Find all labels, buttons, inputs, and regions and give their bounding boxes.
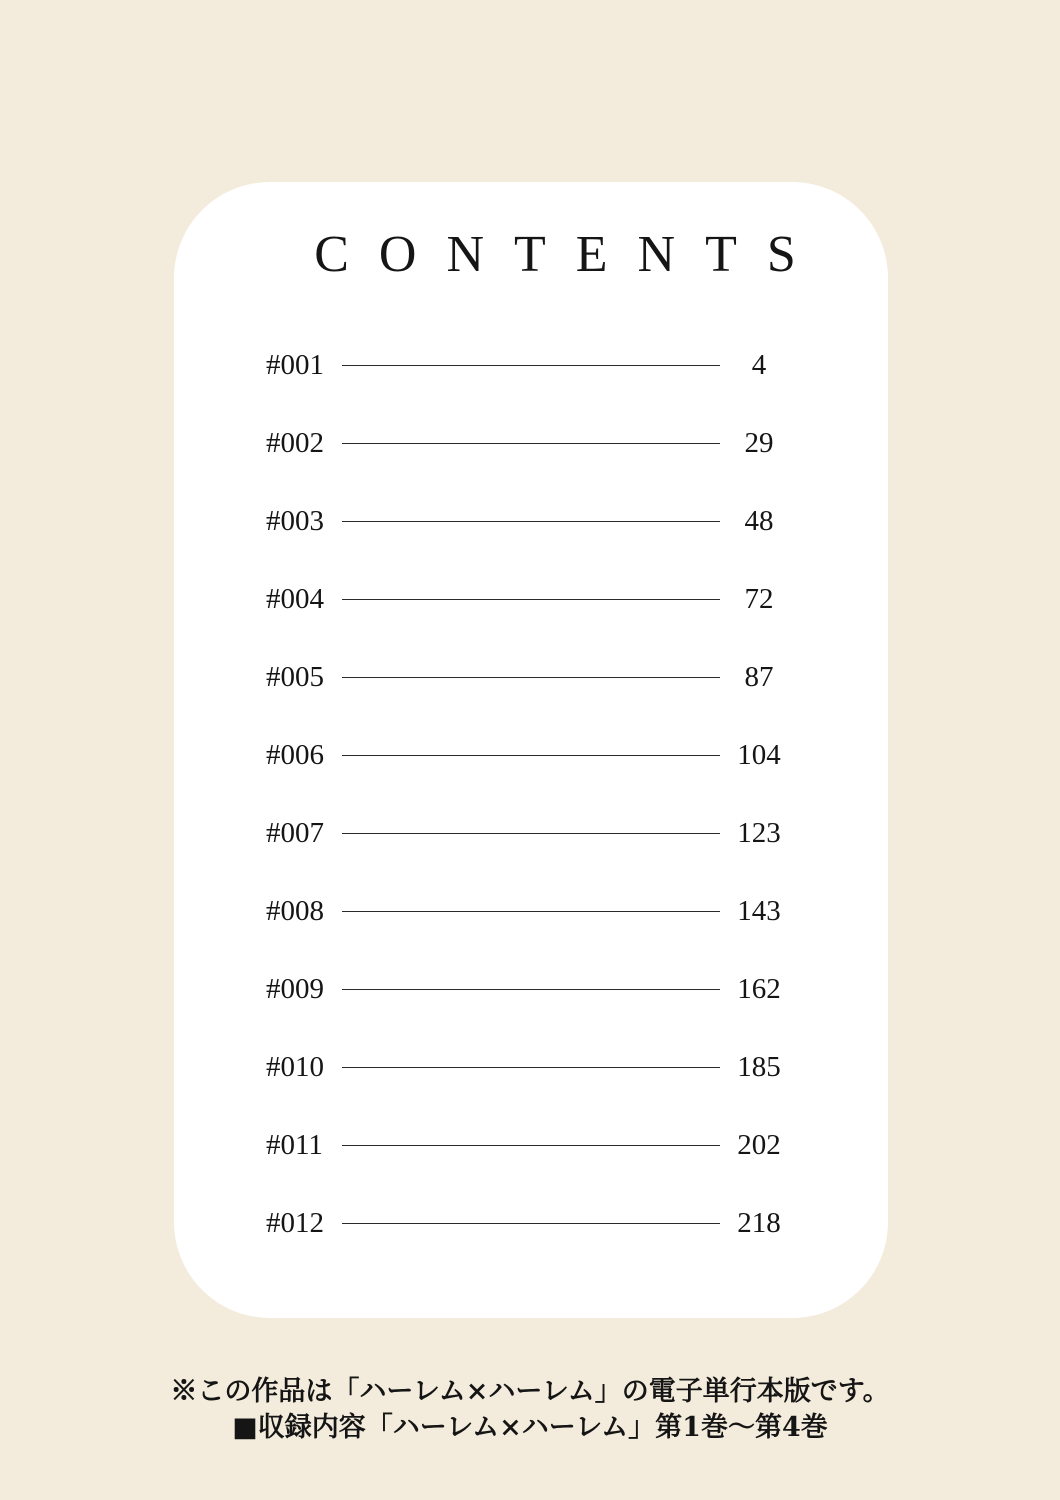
toc-row[interactable] (266, 326, 796, 404)
toc-page-number: 72 (744, 582, 774, 615)
toc-leader-line (342, 989, 720, 990)
toc-leader-line (342, 443, 720, 444)
toc-chapter: #007 (266, 816, 324, 849)
toc-chapter: #011 (266, 1128, 323, 1161)
toc-page-number: 29 (744, 426, 774, 459)
toc-leader-line (342, 833, 720, 834)
toc-page-number: 4 (751, 348, 767, 381)
page-title: CONTENTS (314, 226, 826, 283)
table-of-contents (266, 326, 796, 1262)
toc-chapter: #002 (266, 426, 324, 459)
toc-leader-line (342, 1145, 720, 1146)
toc-chapter: #001 (266, 348, 324, 381)
toc-page-number: 162 (737, 972, 781, 1005)
toc-row[interactable] (266, 716, 796, 794)
toc-chapter: #009 (266, 972, 324, 1005)
toc-chapter: #006 (266, 738, 324, 771)
toc-row[interactable] (266, 794, 796, 872)
toc-row[interactable] (266, 1184, 796, 1262)
toc-chapter: #010 (266, 1050, 324, 1083)
toc-leader-line (342, 521, 720, 522)
toc-row[interactable] (266, 950, 796, 1028)
toc-page-number: 87 (744, 660, 774, 693)
toc-chapter: #012 (266, 1206, 324, 1239)
toc-row[interactable] (266, 872, 796, 950)
footnote-contents: ■収録内容「ハーレム×ハーレム」第1巻～第4巻 (232, 1412, 828, 1443)
toc-chapter: #008 (266, 894, 324, 927)
toc-page-number: 185 (737, 1050, 781, 1083)
toc-row[interactable] (266, 482, 796, 560)
toc-row[interactable] (266, 1106, 796, 1184)
footnote-edition: ※この作品は「ハーレム×ハーレム」の電子単行本版です。 (170, 1376, 890, 1407)
toc-page-number: 218 (737, 1206, 781, 1239)
toc-chapter: #005 (266, 660, 324, 693)
toc-leader-line (342, 1067, 720, 1068)
footnote (0, 1374, 1060, 1446)
toc-row[interactable] (266, 404, 796, 482)
toc-leader-line (342, 1223, 720, 1224)
toc-page-number: 202 (737, 1128, 781, 1161)
toc-page-number: 143 (737, 894, 781, 927)
toc-row[interactable] (266, 1028, 796, 1106)
toc-leader-line (342, 755, 720, 756)
toc-page-number: 123 (737, 816, 781, 849)
toc-chapter: #003 (266, 504, 324, 537)
toc-leader-line (342, 911, 720, 912)
toc-row[interactable] (266, 560, 796, 638)
toc-leader-line (342, 365, 720, 366)
toc-page-number: 48 (744, 504, 774, 537)
toc-leader-line (342, 599, 720, 600)
toc-leader-line (342, 677, 720, 678)
toc-page-number: 104 (737, 738, 781, 771)
toc-row[interactable] (266, 638, 796, 716)
toc-chapter: #004 (266, 582, 324, 615)
